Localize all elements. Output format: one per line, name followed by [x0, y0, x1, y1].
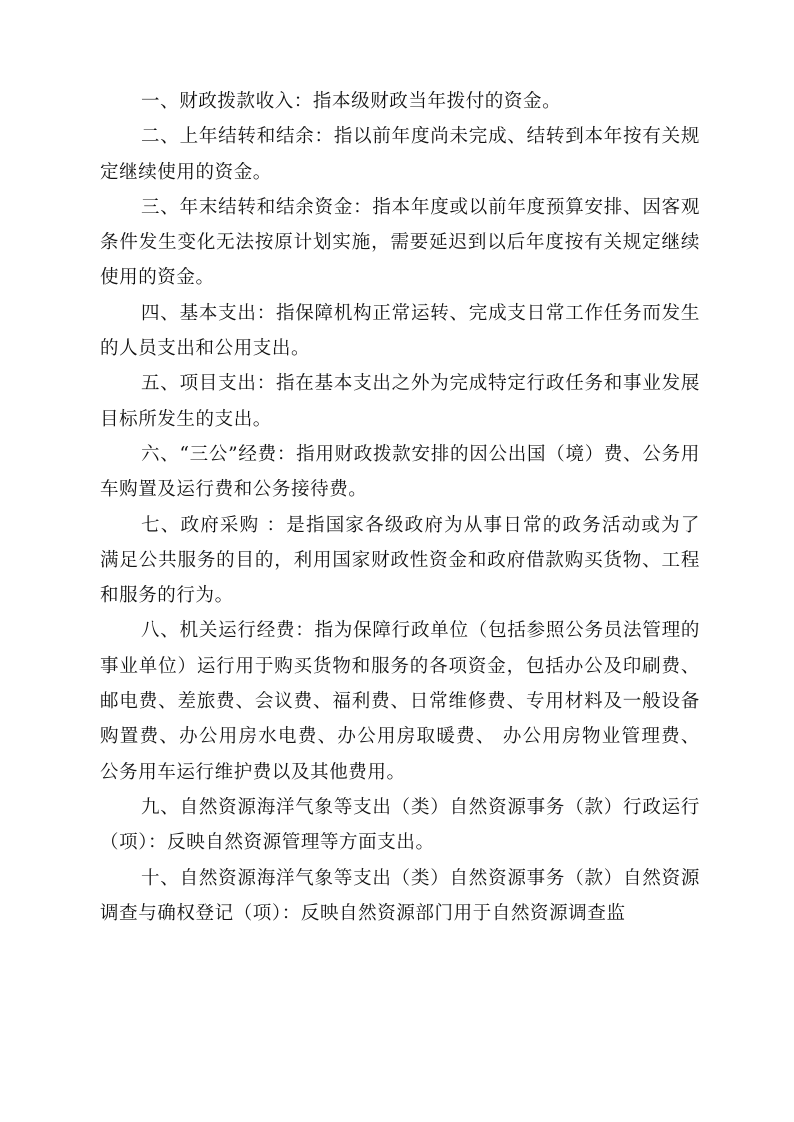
- paragraph-5: 五、项目支出：指在基本支出之外为完成特定行政任务和事业发展目标所发生的支出。: [100, 373, 700, 430]
- document-body: [100, 84, 700, 931]
- paragraph-2: 二、上年结转和结余：指以前年度尚未完成、结转到本年按有关规定继续使用的资金。: [100, 126, 700, 183]
- paragraph-3: 三、年末结转和结余资金：指本年度或以前年度预算安排、因客观条件发生变化无法按原计划实施，需要延迟到以后年度按有关规定继续使用的资金。: [100, 196, 700, 289]
- paragraph-4: 四、基本支出：指保障机构正常运转、完成支日常工作任务而发生的人员支出和公用支出。: [100, 302, 700, 360]
- paragraph-9: 九、自然资源海洋气象等支出（类）自然资源事务（款）行政运行（项）：反映自然资源管理等方面支出。: [100, 796, 700, 854]
- paragraph-8: 八、机关运行经费：指为保障行政单位（包括参照公务员法管理的事业单位）运行用于购买货物和服务的各项资金，包括办公及印刷费、邮电费、差旅费、会议费、福利费、日常维修费、专用材料及一般设备购置费、办公用房水电费、办公用房取暖费、 办公用房物业管理费、 公务用车运行维护费以及其他费用。: [100, 620, 700, 783]
- paragraph-6: 六、“三公”经费：指用财政拨款安排的因公出国（境）费、公务用车购置及运行费和公务接待费。: [100, 443, 700, 501]
- paragraph-1: 一、财政拨款收入：指本级财政当年拨付的资金。: [141, 91, 562, 112]
- paragraph-10: 十、自然资源海洋气象等支出（类）自然资源事务（款）自然资源调查与确权登记（项）：反映自然资源部门用于自然资源调查监: [100, 867, 700, 924]
- paragraph-7: 七、政府采购 ：是指国家各级政府为从事日常的政务活动或为了满足公共服务的目的，利用国家财政性资金和政府借款购买货物、工程和服务的行为。: [100, 514, 700, 607]
